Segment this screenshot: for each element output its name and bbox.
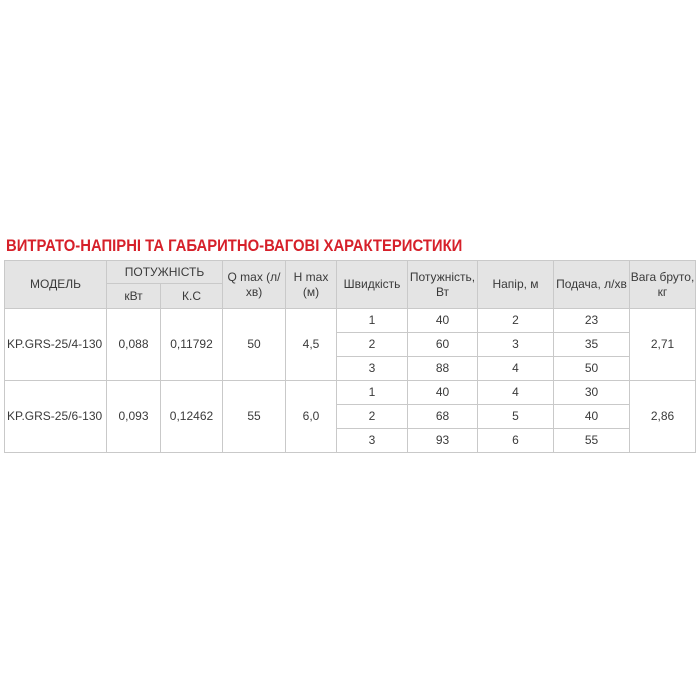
flow-value: 30 [554, 381, 630, 405]
header-hmax: H max (м) [286, 261, 337, 309]
power-kw: 0,088 [107, 309, 161, 381]
header-flow: Подача, л/хв [554, 261, 630, 309]
header-model: МОДЕЛЬ [5, 261, 107, 309]
power-w-value: 68 [408, 405, 478, 429]
model-name: KP.GRS-25/4-130 [5, 309, 107, 381]
flow-value: 35 [554, 333, 630, 357]
speed-value: 1 [337, 309, 408, 333]
power-w-value: 60 [408, 333, 478, 357]
power-w-value: 40 [408, 381, 478, 405]
header-power-w: Потужність, Вт [408, 261, 478, 309]
power-w-value: 40 [408, 309, 478, 333]
speed-value: 3 [337, 429, 408, 453]
power-w-value: 93 [408, 429, 478, 453]
speed-value: 3 [337, 357, 408, 381]
qmax-value: 50 [223, 309, 286, 381]
header-kw: кВт [107, 284, 161, 309]
header-weight: Вага бруто, кг [630, 261, 696, 309]
head-value: 4 [478, 381, 554, 405]
spec-table [4, 260, 696, 453]
table-row [5, 309, 696, 333]
header-speed: Швидкість [337, 261, 408, 309]
header-head: Напір, м [478, 261, 554, 309]
power-kw: 0,093 [107, 381, 161, 453]
speed-value: 2 [337, 333, 408, 357]
head-value: 5 [478, 405, 554, 429]
power-hp: 0,12462 [161, 381, 223, 453]
head-value: 3 [478, 333, 554, 357]
header-power: ПОТУЖНІСТЬ [107, 261, 223, 284]
weight-value: 2,86 [630, 381, 696, 453]
power-w-value: 88 [408, 357, 478, 381]
header-hp: К.С [161, 284, 223, 309]
head-value: 4 [478, 357, 554, 381]
power-hp: 0,11792 [161, 309, 223, 381]
weight-value: 2,71 [630, 309, 696, 381]
hmax-value: 6,0 [286, 381, 337, 453]
model-name: KP.GRS-25/6-130 [5, 381, 107, 453]
hmax-value: 4,5 [286, 309, 337, 381]
header-qmax: Q max (л/хв) [223, 261, 286, 309]
speed-value: 2 [337, 405, 408, 429]
flow-value: 23 [554, 309, 630, 333]
flow-value: 55 [554, 429, 630, 453]
head-value: 2 [478, 309, 554, 333]
flow-value: 50 [554, 357, 630, 381]
speed-value: 1 [337, 381, 408, 405]
flow-value: 40 [554, 405, 630, 429]
page-title: ВИТРАТО-НАПІРНІ ТА ГАБАРИТНО-ВАГОВІ ХАРАКТЕРИСТИКИ [6, 237, 463, 255]
table-row [5, 381, 696, 405]
qmax-value: 55 [223, 381, 286, 453]
head-value: 6 [478, 429, 554, 453]
